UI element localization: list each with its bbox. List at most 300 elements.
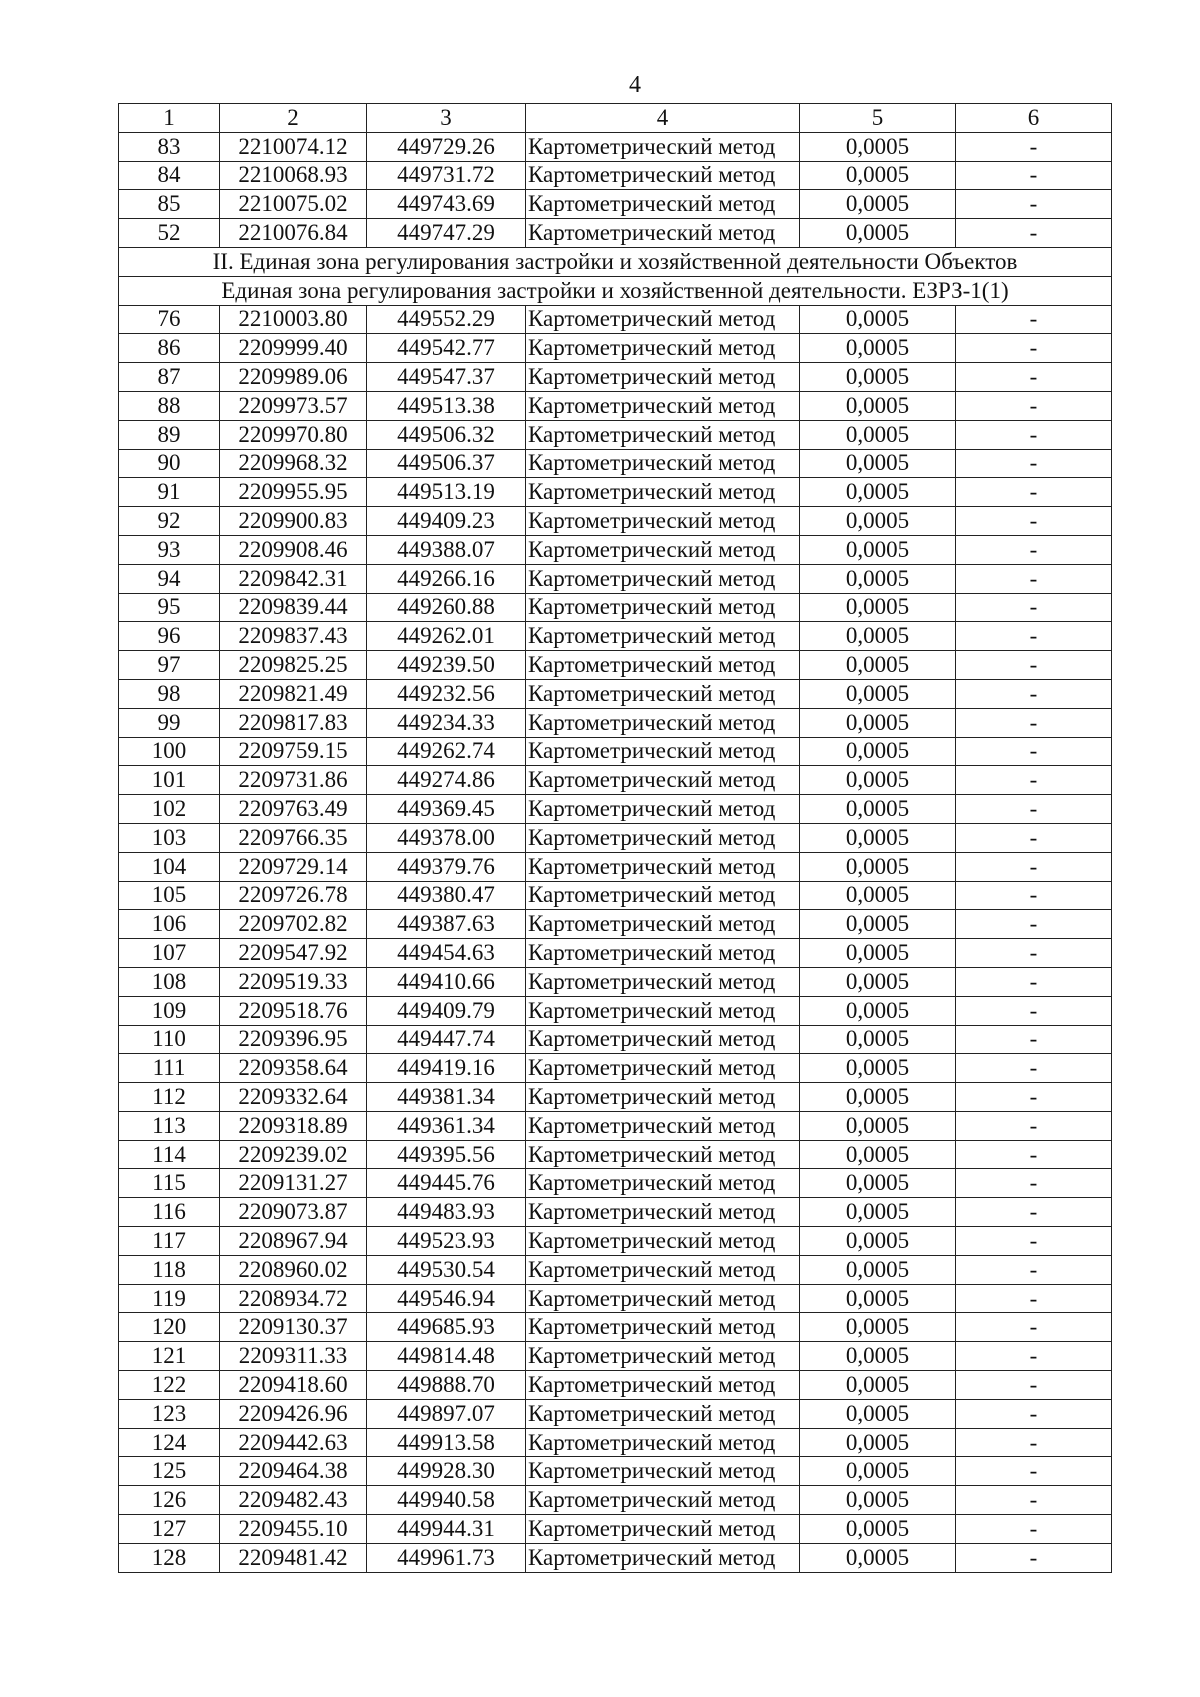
accuracy-cell: 0,0005: [800, 1111, 956, 1140]
table-row: [119, 363, 1112, 392]
y-coordinate-cell: 449409.23: [367, 507, 526, 536]
page-number: 4: [629, 72, 641, 98]
point-number-cell: 106: [119, 910, 220, 939]
table-row: [119, 478, 1112, 507]
y-coordinate-cell: 449814.48: [367, 1342, 526, 1371]
note-cell: -: [956, 334, 1112, 363]
table-row: [119, 1140, 1112, 1169]
y-coordinate-cell: 449944.31: [367, 1515, 526, 1544]
x-coordinate-cell: 2209999.40: [220, 334, 367, 363]
y-coordinate-cell: 449897.07: [367, 1399, 526, 1428]
table-row: [119, 334, 1112, 363]
point-number-cell: 100: [119, 737, 220, 766]
y-coordinate-cell: 449483.93: [367, 1198, 526, 1227]
table-row: [119, 1198, 1112, 1227]
y-coordinate-cell: 449234.33: [367, 708, 526, 737]
x-coordinate-cell: 2209455.10: [220, 1515, 367, 1544]
table-row: [119, 564, 1112, 593]
point-number-cell: 84: [119, 161, 220, 190]
x-coordinate-cell: 2209821.49: [220, 679, 367, 708]
table-row: [119, 1515, 1112, 1544]
table-row: [119, 1313, 1112, 1342]
accuracy-cell: 0,0005: [800, 449, 956, 478]
point-number-cell: 111: [119, 1054, 220, 1083]
method-cell: Картометрический метод: [526, 823, 800, 852]
note-cell: -: [956, 910, 1112, 939]
method-cell: Картометрический метод: [526, 507, 800, 536]
method-cell: Картометрический метод: [526, 1371, 800, 1400]
x-coordinate-cell: 2209396.95: [220, 1025, 367, 1054]
point-number-cell: 52: [119, 219, 220, 248]
y-coordinate-cell: 449395.56: [367, 1140, 526, 1169]
point-number-cell: 122: [119, 1371, 220, 1400]
accuracy-cell: 0,0005: [800, 708, 956, 737]
y-coordinate-cell: 449239.50: [367, 651, 526, 680]
point-number-cell: 102: [119, 795, 220, 824]
point-number-cell: 120: [119, 1313, 220, 1342]
method-cell: Картометрический метод: [526, 478, 800, 507]
accuracy-cell: 0,0005: [800, 1313, 956, 1342]
accuracy-cell: 0,0005: [800, 1025, 956, 1054]
accuracy-cell: 0,0005: [800, 1054, 956, 1083]
accuracy-cell: 0,0005: [800, 1399, 956, 1428]
note-cell: -: [956, 1457, 1112, 1486]
method-cell: Картометрический метод: [526, 1054, 800, 1083]
method-cell: Картометрический метод: [526, 391, 800, 420]
point-number-cell: 123: [119, 1399, 220, 1428]
table-row: [119, 967, 1112, 996]
note-cell: -: [956, 449, 1112, 478]
y-coordinate-cell: 449547.37: [367, 363, 526, 392]
method-cell: Картометрический метод: [526, 535, 800, 564]
note-cell: -: [956, 1025, 1112, 1054]
accuracy-cell: 0,0005: [800, 1169, 956, 1198]
table-row: [119, 1025, 1112, 1054]
note-cell: -: [956, 1428, 1112, 1457]
note-cell: -: [956, 967, 1112, 996]
method-cell: Картометрический метод: [526, 1428, 800, 1457]
table-body: [119, 104, 1112, 1573]
y-coordinate-cell: 449731.72: [367, 161, 526, 190]
point-number-cell: 99: [119, 708, 220, 737]
x-coordinate-cell: 2209358.64: [220, 1054, 367, 1083]
note-cell: -: [956, 1284, 1112, 1313]
accuracy-cell: 0,0005: [800, 535, 956, 564]
x-coordinate-cell: 2209973.57: [220, 391, 367, 420]
column-header: 3: [367, 104, 526, 133]
method-cell: Картометрический метод: [526, 190, 800, 219]
y-coordinate-cell: 449747.29: [367, 219, 526, 248]
table-row: [119, 535, 1112, 564]
table-row: [119, 1486, 1112, 1515]
table-row: [119, 190, 1112, 219]
method-cell: Картометрический метод: [526, 593, 800, 622]
column-header: 1: [119, 104, 220, 133]
table-row: [119, 795, 1112, 824]
x-coordinate-cell: 2209442.63: [220, 1428, 367, 1457]
y-coordinate-cell: 449388.07: [367, 535, 526, 564]
note-cell: -: [956, 1169, 1112, 1198]
method-cell: Картометрический метод: [526, 881, 800, 910]
table-row: [119, 1227, 1112, 1256]
x-coordinate-cell: 2209842.31: [220, 564, 367, 593]
accuracy-cell: 0,0005: [800, 1227, 956, 1256]
accuracy-cell: 0,0005: [800, 1457, 956, 1486]
x-coordinate-cell: 2209418.60: [220, 1371, 367, 1400]
table-row: [119, 1284, 1112, 1313]
table-row: [119, 1457, 1112, 1486]
method-cell: Картометрический метод: [526, 651, 800, 680]
note-cell: -: [956, 1227, 1112, 1256]
accuracy-cell: 0,0005: [800, 190, 956, 219]
method-cell: Картометрический метод: [526, 852, 800, 881]
method-cell: Картометрический метод: [526, 795, 800, 824]
x-coordinate-cell: 2209318.89: [220, 1111, 367, 1140]
method-cell: Картометрический метод: [526, 449, 800, 478]
point-number-cell: 94: [119, 564, 220, 593]
method-cell: Картометрический метод: [526, 766, 800, 795]
y-coordinate-cell: 449743.69: [367, 190, 526, 219]
point-number-cell: 88: [119, 391, 220, 420]
point-number-cell: 89: [119, 420, 220, 449]
accuracy-cell: 0,0005: [800, 1543, 956, 1572]
table-row: [119, 651, 1112, 680]
note-cell: -: [956, 1342, 1112, 1371]
point-number-cell: 127: [119, 1515, 220, 1544]
column-header: 4: [526, 104, 800, 133]
y-coordinate-cell: 449928.30: [367, 1457, 526, 1486]
section-title-row: [119, 247, 1112, 276]
point-number-cell: 118: [119, 1255, 220, 1284]
method-cell: Картометрический метод: [526, 1342, 800, 1371]
accuracy-cell: 0,0005: [800, 1342, 956, 1371]
y-coordinate-cell: 449552.29: [367, 305, 526, 334]
x-coordinate-cell: 2209729.14: [220, 852, 367, 881]
point-number-cell: 112: [119, 1083, 220, 1112]
y-coordinate-cell: 449378.00: [367, 823, 526, 852]
y-coordinate-cell: 449419.16: [367, 1054, 526, 1083]
point-number-cell: 104: [119, 852, 220, 881]
method-cell: Картометрический метод: [526, 939, 800, 968]
note-cell: -: [956, 507, 1112, 536]
table-row: [119, 852, 1112, 881]
note-cell: -: [956, 1083, 1112, 1112]
method-cell: Картометрический метод: [526, 1140, 800, 1169]
x-coordinate-cell: 2209825.25: [220, 651, 367, 680]
accuracy-cell: 0,0005: [800, 910, 956, 939]
point-number-cell: 117: [119, 1227, 220, 1256]
note-cell: -: [956, 852, 1112, 881]
point-number-cell: 86: [119, 334, 220, 363]
table-row: [119, 881, 1112, 910]
accuracy-cell: 0,0005: [800, 1428, 956, 1457]
accuracy-cell: 0,0005: [800, 478, 956, 507]
table-row: [119, 708, 1112, 737]
accuracy-cell: 0,0005: [800, 1083, 956, 1112]
note-cell: -: [956, 190, 1112, 219]
accuracy-cell: 0,0005: [800, 1140, 956, 1169]
note-cell: -: [956, 478, 1112, 507]
y-coordinate-cell: 449274.86: [367, 766, 526, 795]
x-coordinate-cell: 2209131.27: [220, 1169, 367, 1198]
table-row: [119, 449, 1112, 478]
point-number-cell: 76: [119, 305, 220, 334]
table-row: [119, 910, 1112, 939]
note-cell: -: [956, 1255, 1112, 1284]
accuracy-cell: 0,0005: [800, 766, 956, 795]
point-number-cell: 96: [119, 622, 220, 651]
point-number-cell: 101: [119, 766, 220, 795]
note-cell: -: [956, 1140, 1112, 1169]
method-cell: Картометрический метод: [526, 334, 800, 363]
x-coordinate-cell: 2209763.49: [220, 795, 367, 824]
table-row: [119, 219, 1112, 248]
y-coordinate-cell: 449381.34: [367, 1083, 526, 1112]
x-coordinate-cell: 2209955.95: [220, 478, 367, 507]
accuracy-cell: 0,0005: [800, 363, 956, 392]
x-coordinate-cell: 2209968.32: [220, 449, 367, 478]
note-cell: -: [956, 939, 1112, 968]
point-number-cell: 83: [119, 132, 220, 161]
accuracy-cell: 0,0005: [800, 1371, 956, 1400]
point-number-cell: 114: [119, 1140, 220, 1169]
x-coordinate-cell: 2209817.83: [220, 708, 367, 737]
accuracy-cell: 0,0005: [800, 1515, 956, 1544]
table-row: [119, 1543, 1112, 1572]
y-coordinate-cell: 449447.74: [367, 1025, 526, 1054]
x-coordinate-cell: 2209989.06: [220, 363, 367, 392]
y-coordinate-cell: 449542.77: [367, 334, 526, 363]
y-coordinate-cell: 449523.93: [367, 1227, 526, 1256]
note-cell: -: [956, 1515, 1112, 1544]
method-cell: Картометрический метод: [526, 910, 800, 939]
note-cell: -: [956, 996, 1112, 1025]
note-cell: -: [956, 593, 1112, 622]
y-coordinate-cell: 449445.76: [367, 1169, 526, 1198]
accuracy-cell: 0,0005: [800, 132, 956, 161]
y-coordinate-cell: 449361.34: [367, 1111, 526, 1140]
note-cell: -: [956, 708, 1112, 737]
column-header-row: [119, 104, 1112, 133]
accuracy-cell: 0,0005: [800, 507, 956, 536]
note-cell: -: [956, 679, 1112, 708]
accuracy-cell: 0,0005: [800, 420, 956, 449]
accuracy-cell: 0,0005: [800, 737, 956, 766]
note-cell: -: [956, 1543, 1112, 1572]
note-cell: -: [956, 391, 1112, 420]
y-coordinate-cell: 449369.45: [367, 795, 526, 824]
y-coordinate-cell: 449380.47: [367, 881, 526, 910]
point-number-cell: 105: [119, 881, 220, 910]
table-row: [119, 391, 1112, 420]
note-cell: -: [956, 651, 1112, 680]
table-row: [119, 1083, 1112, 1112]
section-title: II. Единая зона регулирования застройки и хозяйственной деятельности Объектов: [119, 247, 1112, 276]
y-coordinate-cell: 449410.66: [367, 967, 526, 996]
x-coordinate-cell: 2209908.46: [220, 535, 367, 564]
point-number-cell: 126: [119, 1486, 220, 1515]
y-coordinate-cell: 449262.01: [367, 622, 526, 651]
point-number-cell: 90: [119, 449, 220, 478]
x-coordinate-cell: 2210003.80: [220, 305, 367, 334]
table-row: [119, 679, 1112, 708]
table-row: [119, 939, 1112, 968]
table-row: [119, 507, 1112, 536]
accuracy-cell: 0,0005: [800, 795, 956, 824]
accuracy-cell: 0,0005: [800, 622, 956, 651]
column-header: 5: [800, 104, 956, 133]
x-coordinate-cell: 2209837.43: [220, 622, 367, 651]
method-cell: Картометрический метод: [526, 1515, 800, 1544]
x-coordinate-cell: 2209332.64: [220, 1083, 367, 1112]
accuracy-cell: 0,0005: [800, 939, 956, 968]
y-coordinate-cell: 449379.76: [367, 852, 526, 881]
y-coordinate-cell: 449546.94: [367, 1284, 526, 1313]
method-cell: Картометрический метод: [526, 1111, 800, 1140]
x-coordinate-cell: 2209239.02: [220, 1140, 367, 1169]
y-coordinate-cell: 449940.58: [367, 1486, 526, 1515]
note-cell: -: [956, 1198, 1112, 1227]
method-cell: Картометрический метод: [526, 1169, 800, 1198]
method-cell: Картометрический метод: [526, 622, 800, 651]
method-cell: Картометрический метод: [526, 219, 800, 248]
note-cell: -: [956, 1371, 1112, 1400]
note-cell: -: [956, 132, 1112, 161]
note-cell: -: [956, 737, 1112, 766]
x-coordinate-cell: 2209130.37: [220, 1313, 367, 1342]
point-number-cell: 108: [119, 967, 220, 996]
note-cell: -: [956, 823, 1112, 852]
y-coordinate-cell: 449729.26: [367, 132, 526, 161]
method-cell: Картометрический метод: [526, 996, 800, 1025]
accuracy-cell: 0,0005: [800, 679, 956, 708]
method-cell: Картометрический метод: [526, 564, 800, 593]
x-coordinate-cell: 2209839.44: [220, 593, 367, 622]
method-cell: Картометрический метод: [526, 708, 800, 737]
method-cell: Картометрический метод: [526, 1083, 800, 1112]
y-coordinate-cell: 449387.63: [367, 910, 526, 939]
x-coordinate-cell: 2209970.80: [220, 420, 367, 449]
x-coordinate-cell: 2209759.15: [220, 737, 367, 766]
x-coordinate-cell: 2209481.42: [220, 1543, 367, 1572]
accuracy-cell: 0,0005: [800, 996, 956, 1025]
point-number-cell: 93: [119, 535, 220, 564]
subsection-title: Единая зона регулирования застройки и хозяйственной деятельности. ЕЗРЗ-1(1): [119, 276, 1112, 305]
method-cell: Картометрический метод: [526, 363, 800, 392]
y-coordinate-cell: 449260.88: [367, 593, 526, 622]
table-row: [119, 420, 1112, 449]
method-cell: Картометрический метод: [526, 1025, 800, 1054]
point-number-cell: 121: [119, 1342, 220, 1371]
accuracy-cell: 0,0005: [800, 1486, 956, 1515]
accuracy-cell: 0,0005: [800, 1198, 956, 1227]
point-number-cell: 109: [119, 996, 220, 1025]
note-cell: -: [956, 766, 1112, 795]
x-coordinate-cell: 2209519.33: [220, 967, 367, 996]
x-coordinate-cell: 2209702.82: [220, 910, 367, 939]
point-number-cell: 107: [119, 939, 220, 968]
x-coordinate-cell: 2209518.76: [220, 996, 367, 1025]
coordinates-table: [118, 103, 1112, 1573]
x-coordinate-cell: 2209464.38: [220, 1457, 367, 1486]
method-cell: Картометрический метод: [526, 1457, 800, 1486]
x-coordinate-cell: 2209482.43: [220, 1486, 367, 1515]
accuracy-cell: 0,0005: [800, 334, 956, 363]
table-row: [119, 1255, 1112, 1284]
accuracy-cell: 0,0005: [800, 823, 956, 852]
note-cell: -: [956, 420, 1112, 449]
table-row: [119, 766, 1112, 795]
note-cell: -: [956, 622, 1112, 651]
table-row: [119, 1371, 1112, 1400]
y-coordinate-cell: 449506.32: [367, 420, 526, 449]
x-coordinate-cell: 2209726.78: [220, 881, 367, 910]
accuracy-cell: 0,0005: [800, 852, 956, 881]
accuracy-cell: 0,0005: [800, 564, 956, 593]
note-cell: -: [956, 1399, 1112, 1428]
method-cell: Картометрический метод: [526, 1198, 800, 1227]
x-coordinate-cell: 2209073.87: [220, 1198, 367, 1227]
y-coordinate-cell: 449513.19: [367, 478, 526, 507]
x-coordinate-cell: 2210076.84: [220, 219, 367, 248]
column-header: 2: [220, 104, 367, 133]
table-row: [119, 593, 1112, 622]
point-number-cell: 103: [119, 823, 220, 852]
point-number-cell: 98: [119, 679, 220, 708]
point-number-cell: 116: [119, 1198, 220, 1227]
point-number-cell: 91: [119, 478, 220, 507]
method-cell: Картометрический метод: [526, 1227, 800, 1256]
table-row: [119, 305, 1112, 334]
accuracy-cell: 0,0005: [800, 219, 956, 248]
x-coordinate-cell: 2208934.72: [220, 1284, 367, 1313]
x-coordinate-cell: 2209426.96: [220, 1399, 367, 1428]
x-coordinate-cell: 2210075.02: [220, 190, 367, 219]
note-cell: -: [956, 305, 1112, 334]
x-coordinate-cell: 2209731.86: [220, 766, 367, 795]
y-coordinate-cell: 449262.74: [367, 737, 526, 766]
method-cell: Картометрический метод: [526, 420, 800, 449]
accuracy-cell: 0,0005: [800, 593, 956, 622]
point-number-cell: 128: [119, 1543, 220, 1572]
y-coordinate-cell: 449454.63: [367, 939, 526, 968]
point-number-cell: 113: [119, 1111, 220, 1140]
method-cell: Картометрический метод: [526, 1399, 800, 1428]
table-row: [119, 737, 1112, 766]
method-cell: Картометрический метод: [526, 1313, 800, 1342]
note-cell: -: [956, 535, 1112, 564]
x-coordinate-cell: 2210074.12: [220, 132, 367, 161]
accuracy-cell: 0,0005: [800, 1284, 956, 1313]
table-row: [119, 161, 1112, 190]
note-cell: -: [956, 564, 1112, 593]
y-coordinate-cell: 449530.54: [367, 1255, 526, 1284]
subsection-title-row: [119, 276, 1112, 305]
note-cell: -: [956, 1054, 1112, 1083]
point-number-cell: 87: [119, 363, 220, 392]
accuracy-cell: 0,0005: [800, 967, 956, 996]
note-cell: -: [956, 219, 1112, 248]
note-cell: -: [956, 881, 1112, 910]
method-cell: Картометрический метод: [526, 1255, 800, 1284]
method-cell: Картометрический метод: [526, 679, 800, 708]
point-number-cell: 110: [119, 1025, 220, 1054]
y-coordinate-cell: 449409.79: [367, 996, 526, 1025]
point-number-cell: 119: [119, 1284, 220, 1313]
y-coordinate-cell: 449913.58: [367, 1428, 526, 1457]
note-cell: -: [956, 1486, 1112, 1515]
x-coordinate-cell: 2209766.35: [220, 823, 367, 852]
